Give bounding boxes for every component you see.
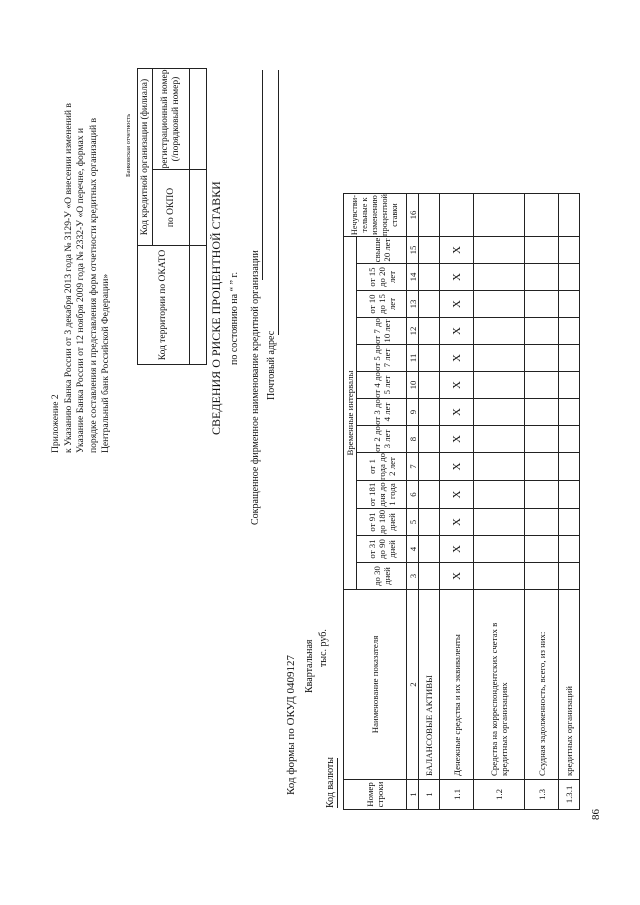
row-number-cell: 1.1 <box>440 780 474 810</box>
header-row-number: Номер строки <box>344 780 407 810</box>
value-cell <box>419 536 440 563</box>
territory-code-cell <box>190 246 207 365</box>
value-cell <box>525 264 559 291</box>
header-time-intervals: Временные интервалы <box>344 237 357 590</box>
value-cell: X <box>440 509 474 536</box>
interval-header-cell: от 10 до 15 лет <box>357 291 407 318</box>
column-number-cell: 7 <box>407 453 419 481</box>
value-cell <box>474 426 525 453</box>
column-number-row <box>407 194 419 810</box>
table-row <box>525 194 559 810</box>
interval-header-cell: от 31 до 90 дней <box>357 536 407 563</box>
column-number-cell: 16 <box>407 194 419 237</box>
value-cell <box>419 318 440 345</box>
value-cell <box>559 563 580 590</box>
value-cell <box>525 237 559 264</box>
value-cell <box>525 481 559 509</box>
value-cell <box>474 194 525 237</box>
value-cell <box>419 372 440 399</box>
interval-header-cell: от 1 года до 2 лет <box>357 453 407 481</box>
interval-header-cell: от 5 до 7 лет <box>357 345 407 372</box>
column-number-cell: 9 <box>407 399 419 426</box>
row-number-cell: 1.3.1 <box>559 780 580 810</box>
value-cell: X <box>440 426 474 453</box>
row-number-cell: 1.2 <box>474 780 525 810</box>
value-cell <box>525 509 559 536</box>
interval-header-cell: от 15 до 20 лет <box>357 264 407 291</box>
report-period: Квартальная <box>304 639 315 693</box>
value-cell <box>559 372 580 399</box>
value-cell <box>525 318 559 345</box>
address-label: Почтовый адрес <box>266 330 277 400</box>
table-row <box>559 194 580 810</box>
column-number-cell: 13 <box>407 291 419 318</box>
value-cell <box>474 372 525 399</box>
value-cell <box>419 509 440 536</box>
column-number-cell: 4 <box>407 536 419 563</box>
appendix-title: Приложение 2 <box>50 394 61 453</box>
value-cell <box>419 426 440 453</box>
interval-header-cell: от 181 дня до 1 года <box>357 481 407 509</box>
value-cell <box>474 481 525 509</box>
value-cell <box>474 237 525 264</box>
column-number-cell: 2 <box>407 590 419 780</box>
appendix-block <box>50 23 113 453</box>
value-cell <box>419 194 440 237</box>
value-cell <box>525 563 559 590</box>
value-cell <box>474 399 525 426</box>
currency-label: Код валюты <box>325 756 336 808</box>
table-body <box>419 194 580 810</box>
page-number: 86 <box>590 809 602 820</box>
value-cell <box>559 399 580 426</box>
reg-number-header: регистрационный номер (/порядковый номер) <box>153 69 190 170</box>
header-indicator-name: Наименование показателя <box>344 590 407 780</box>
column-number-cell: 14 <box>407 264 419 291</box>
interval-header-cell: от 3 до 4 лет <box>357 399 407 426</box>
interval-header-cell: от 2 до 3 лет <box>357 426 407 453</box>
value-cell <box>525 399 559 426</box>
interval-header-cell: от 4 до 5 лет <box>357 372 407 399</box>
value-cell <box>474 509 525 536</box>
row-name-cell: Средства на корреспондентских счетах в кредитных организациях <box>474 590 525 780</box>
value-cell <box>559 509 580 536</box>
value-cell <box>559 481 580 509</box>
table-row <box>440 194 474 810</box>
value-cell <box>419 264 440 291</box>
value-cell: X <box>440 453 474 481</box>
value-cell <box>419 481 440 509</box>
codes-table <box>137 68 207 365</box>
org-name-line <box>262 70 263 280</box>
form-title: СВЕДЕНИЯ О РИСКЕ ПРОЦЕНТНОЙ СТАВКИ <box>209 181 223 435</box>
report-units: тыс. руб. <box>318 629 329 667</box>
value-cell: X <box>440 237 474 264</box>
appendix-line: Указание Банка России от 12 ноября 2009 года № 2332-У «О перечне, формах и <box>75 127 86 453</box>
value-cell <box>474 318 525 345</box>
value-cell <box>419 563 440 590</box>
org-code-header: Код кредитной организации (филиала) <box>138 69 153 246</box>
value-cell <box>559 264 580 291</box>
value-cell: X <box>440 481 474 509</box>
interval-header-cell: от 7 до 10 лет <box>357 318 407 345</box>
value-cell <box>559 318 580 345</box>
row-number-cell: 1 <box>419 780 440 810</box>
interval-header-cell: до 30 дней <box>357 563 407 590</box>
value-cell: X <box>440 372 474 399</box>
column-number-cell: 10 <box>407 372 419 399</box>
value-cell <box>474 345 525 372</box>
appendix-line: порядке составления и представления форм отчетности кредитных организаций в <box>87 117 99 453</box>
table-row <box>474 194 525 810</box>
row-name-cell: Денежные средства и их эквиваленты <box>440 590 474 780</box>
column-number-cell: 15 <box>407 237 419 264</box>
value-cell: X <box>440 291 474 318</box>
okpo-header: по ОКПО <box>153 170 190 246</box>
appendix-line: к Указанию Банка России от 3 декабря 2013 года № 3129-У «О внесении изменений в <box>62 103 74 453</box>
value-cell <box>474 264 525 291</box>
column-number-cell: 12 <box>407 318 419 345</box>
form-as-of: по состоянию на “ ” г. <box>229 272 240 365</box>
value-cell <box>440 194 474 237</box>
value-cell: X <box>440 563 474 590</box>
bank-reporting-label: Банковская отчетность <box>125 113 132 177</box>
value-cell <box>559 426 580 453</box>
territory-code-header: Код территории по ОКАТО <box>138 246 190 365</box>
value-cell <box>419 453 440 481</box>
value-cell: X <box>440 399 474 426</box>
value-cell <box>474 536 525 563</box>
value-cell: X <box>440 345 474 372</box>
address-line <box>278 70 279 335</box>
row-number-cell: 1.3 <box>525 780 559 810</box>
value-cell <box>525 291 559 318</box>
okpo-cell <box>190 170 207 246</box>
column-number-cell: 8 <box>407 426 419 453</box>
value-cell <box>559 453 580 481</box>
value-cell <box>525 345 559 372</box>
table-row <box>419 194 440 810</box>
reg-number-cell <box>190 69 207 170</box>
value-cell <box>419 291 440 318</box>
row-name-cell: кредитных организаций <box>559 590 580 780</box>
value-cell <box>559 291 580 318</box>
value-cell <box>474 291 525 318</box>
value-cell <box>474 453 525 481</box>
appendix-line: Центральный банк Российской Федерации» <box>100 273 111 453</box>
header-insensitive: Нечувстви-тельные к изменению процентной ставки <box>344 194 407 237</box>
row-name-cell: БАЛАНСОВЫЕ АКТИВЫ <box>419 590 440 780</box>
value-cell: X <box>440 536 474 563</box>
row-name-cell: Ссудная задолженность, всего, из них: <box>525 590 559 780</box>
value-cell <box>525 453 559 481</box>
column-number-cell: 1 <box>407 780 419 810</box>
value-cell <box>419 345 440 372</box>
value-cell <box>559 237 580 264</box>
value-cell <box>474 563 525 590</box>
okud-code: Код формы по ОКУД 0409127 <box>285 654 297 795</box>
interest-rate-risk-table <box>343 193 580 810</box>
value-cell <box>419 399 440 426</box>
column-number-cell: 11 <box>407 345 419 372</box>
value-cell: X <box>440 318 474 345</box>
org-name-label: Сокращенное фирменное наименование кредитной организации <box>250 250 261 525</box>
value-cell <box>525 426 559 453</box>
currency-line <box>337 758 338 808</box>
value-cell: X <box>440 264 474 291</box>
interval-header-cell: свыше 20 лет <box>357 237 407 264</box>
column-number-cell: 3 <box>407 563 419 590</box>
value-cell <box>559 194 580 237</box>
value-cell <box>525 536 559 563</box>
value-cell <box>525 372 559 399</box>
value-cell <box>559 345 580 372</box>
value-cell <box>559 536 580 563</box>
interval-header-cell: от 91 до 180 дней <box>357 509 407 536</box>
value-cell <box>419 237 440 264</box>
value-cell <box>525 194 559 237</box>
column-number-cell: 6 <box>407 481 419 509</box>
column-number-cell: 5 <box>407 509 419 536</box>
